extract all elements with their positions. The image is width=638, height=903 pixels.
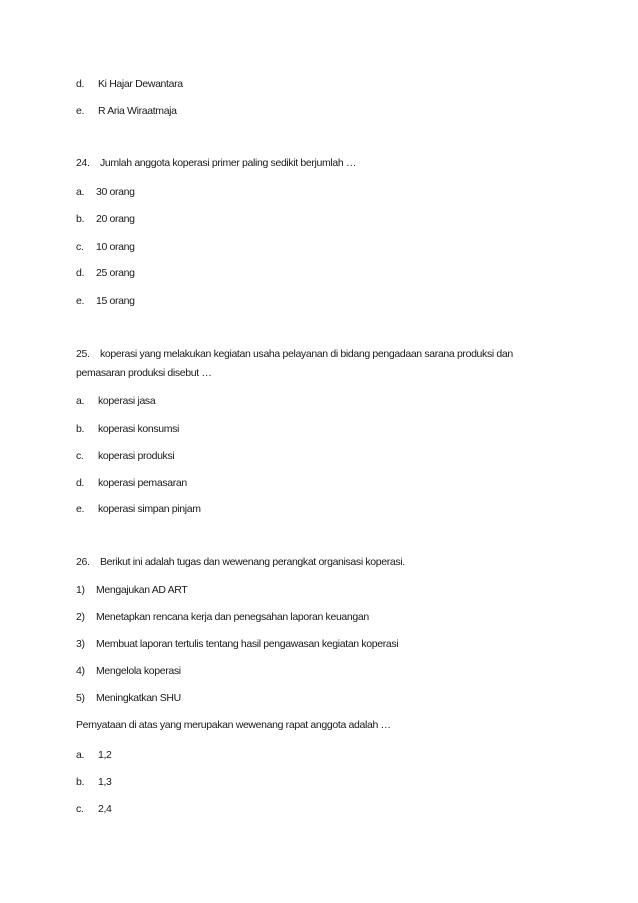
item-label: 4) [76, 665, 85, 677]
option-text: koperasi konsumsi [98, 423, 180, 435]
option-text: 15 orang [96, 295, 135, 307]
question-number: 24. [76, 157, 90, 169]
item-label: 5) [76, 692, 85, 704]
option-text: koperasi simpan pinjam [98, 503, 201, 515]
q26-item-5 [76, 692, 181, 705]
option-text: 10 orang [96, 241, 135, 253]
question-number: 26. [76, 556, 90, 568]
q25-option-c [76, 450, 174, 463]
option-text: 2,4 [98, 803, 112, 815]
question-25 [76, 348, 513, 361]
q24-option-d [76, 267, 135, 280]
q23-option-e [76, 105, 177, 118]
q24-option-e [76, 295, 135, 308]
item-text: Menetapkan rencana kerja dan penegsahan laporan keuangan [96, 611, 369, 623]
item-label: 2) [76, 611, 85, 623]
option-label: a. [76, 395, 85, 407]
option-text: 1,3 [98, 776, 112, 788]
q24-option-c [76, 241, 135, 254]
option-label: d. [76, 477, 85, 489]
item-text: Mengajukan AD ART [96, 584, 188, 596]
option-label: d. [76, 78, 85, 90]
option-text: Ki Hajar Dewantara [98, 78, 183, 90]
item-label: 1) [76, 584, 85, 596]
question-text-line1: koperasi yang melakukan kegiatan usaha pelayanan di bidang pengadaan sarana produksi dan [100, 348, 513, 360]
option-label: b. [76, 423, 85, 435]
item-label: 3) [76, 638, 85, 650]
question-25-continuation [76, 367, 212, 380]
option-text: 1,2 [98, 749, 112, 761]
q26-option-c [76, 803, 112, 816]
q26-item-3 [76, 638, 398, 651]
option-text: R Aria Wiraatmaja [98, 105, 177, 117]
item-text: Meningkatkan SHU [96, 692, 181, 704]
question-26 [76, 556, 405, 569]
q25-option-b [76, 423, 179, 436]
option-label: a. [76, 749, 85, 761]
q25-option-a [76, 395, 155, 408]
item-text: Membuat laporan tertulis tentang hasil pengawasan kegiatan koperasi [96, 638, 399, 650]
option-text: 30 orang [96, 186, 135, 198]
q24-option-b [76, 213, 135, 226]
question-24 [76, 157, 356, 170]
item-text: Mengelola koperasi [96, 665, 181, 677]
option-text: koperasi produksi [98, 450, 175, 462]
question-text: Berikut ini adalah tugas dan wewenang perangkat organisasi koperasi. [100, 556, 405, 568]
q25-option-e [76, 503, 201, 516]
question-text-line2: pemasaran produksi disebut … [76, 367, 212, 379]
option-text: koperasi jasa [98, 395, 156, 407]
q26-item-2 [76, 611, 369, 624]
option-label: c. [76, 241, 84, 253]
q26-statement [76, 719, 391, 732]
statement-text: Pernyataan di atas yang merupakan wewenang rapat anggota adalah … [76, 719, 391, 731]
option-label: e. [76, 503, 85, 515]
option-label: a. [76, 186, 85, 198]
option-label: e. [76, 295, 85, 307]
q24-option-a [76, 186, 135, 199]
option-text: 25 orang [96, 267, 135, 279]
option-label: b. [76, 776, 85, 788]
option-label: d. [76, 267, 85, 279]
q26-item-4 [76, 665, 181, 678]
option-label: b. [76, 213, 85, 225]
q25-option-d [76, 477, 187, 490]
q26-item-1 [76, 584, 187, 597]
q26-option-a [76, 749, 112, 762]
question-number: 25. [76, 348, 90, 360]
q23-option-d [76, 78, 183, 91]
option-label: e. [76, 105, 85, 117]
q26-option-b [76, 776, 112, 789]
option-text: koperasi pemasaran [98, 477, 187, 489]
option-label: c. [76, 450, 84, 462]
option-label: c. [76, 803, 84, 815]
option-text: 20 orang [96, 213, 135, 225]
question-text: Jumlah anggota koperasi primer paling sedikit berjumlah … [100, 157, 357, 169]
